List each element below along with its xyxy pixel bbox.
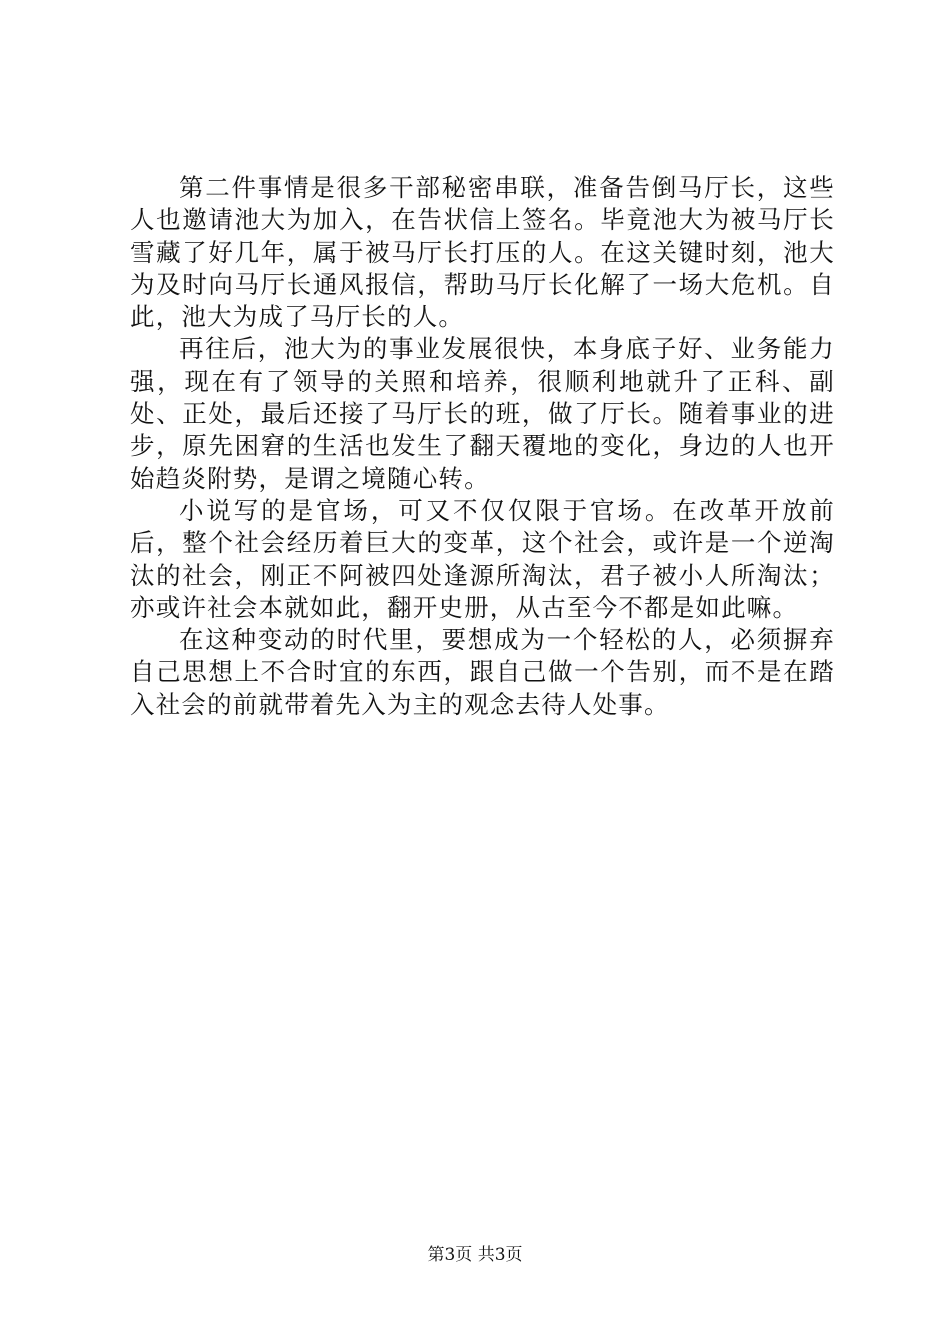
paragraph: 小说写的是官场，可又不仅仅限于官场。在改革开放前后，整个社会经历着巨大的变革，这个社会，或许是一个逆淘汰的社会，刚正不阿被四处逢源所淘汰，君子被小人所淘汰；亦或许社会本就如此，翻开史册，从古至今不都是如此嘛。 <box>130 495 835 622</box>
body-text <box>130 172 835 721</box>
paragraph: 第二件事情是很多干部秘密串联，准备告倒马厅长，这些人也邀请池大为加入，在告状信上签名。毕竟池大为被马厅长雪藏了好几年，属于被马厅长打压的人。在这关键时刻，池大为及时向马厅长通风报信，帮助马厅长化解了一场大危机。自此，池大为成了马厅长的人。 <box>130 173 835 332</box>
paragraph: 再往后，池大为的事业发展很快，本身底子好、业务能力强，现在有了领导的关照和培养，很顺利地就升了正科、副处、正处，最后还接了马厅长的班，做了厅长。随着事业的进步，原先困窘的生活也发生了翻天覆地的变化，身边的人也开始趋炎附势，是谓之境随心转。 <box>130 334 835 493</box>
paragraph: 在这种变动的时代里，要想成为一个轻松的人，必须摒弃自己思想上不合时宜的东西，跟自己做一个告别，而不是在踏入社会的前就带着先入为主的观念去待人处事。 <box>130 625 835 719</box>
page-number-label: 第3页 共3页 <box>427 1245 523 1265</box>
page-footer <box>0 1244 950 1266</box>
